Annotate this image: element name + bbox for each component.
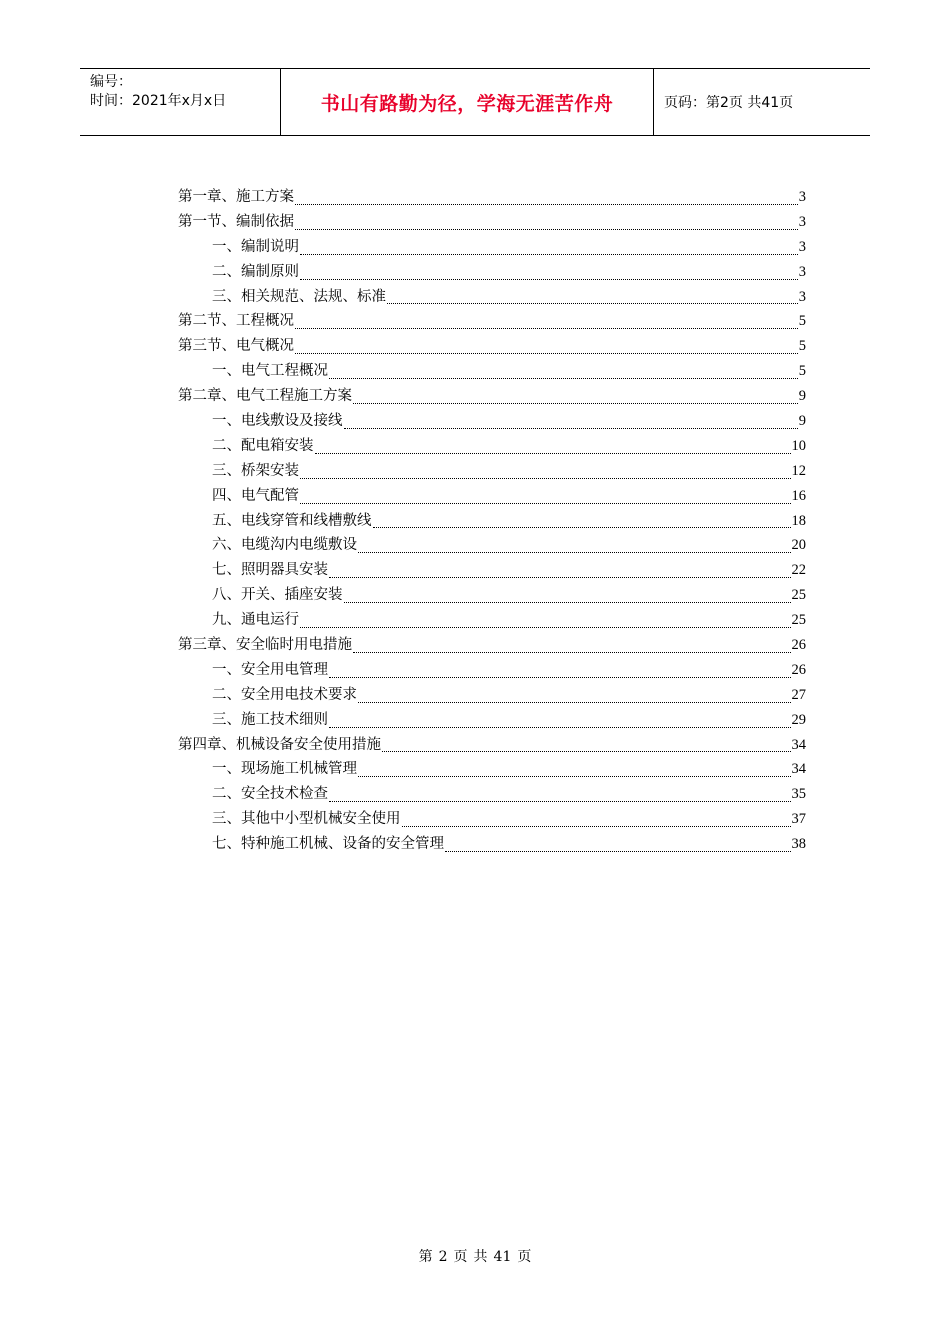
toc-entry-title: 一、安全用电管理	[212, 661, 328, 678]
toc-entry[interactable]	[178, 235, 806, 260]
toc-entry[interactable]	[178, 658, 806, 683]
document-number-label: 编号：	[90, 74, 132, 90]
toc-entry-page: 26	[791, 637, 806, 654]
toc-entry-title: 第一节、编制依据	[178, 213, 294, 230]
document-date-label: 时间：2021年x月x日	[90, 93, 227, 109]
toc-entry-page: 3	[798, 189, 806, 205]
toc-entry[interactable]	[178, 260, 806, 285]
toc-entry-title: 二、安全用电技术要求	[212, 686, 357, 703]
toc-entry[interactable]	[178, 384, 806, 409]
toc-dot-leader	[329, 576, 791, 578]
toc-entry[interactable]	[178, 484, 806, 509]
toc-entry[interactable]	[178, 210, 806, 235]
toc-entry-page: 3	[798, 288, 806, 305]
toc-entry-title: 一、现场施工机械管理	[212, 761, 357, 778]
header-page-label: 页码：第2页 共41页	[664, 95, 794, 111]
toc-entry-title: 三、相关规范、法规、标准	[212, 288, 386, 305]
toc-entry[interactable]	[178, 782, 806, 807]
toc-entry[interactable]	[178, 733, 806, 758]
toc-entry[interactable]	[178, 583, 806, 608]
toc-dot-leader	[329, 377, 798, 379]
toc-dot-leader	[300, 253, 798, 255]
toc-entry[interactable]	[178, 309, 806, 334]
toc-entry-page: 10	[791, 437, 806, 454]
toc-entry-page: 18	[791, 512, 806, 529]
toc-entry-page: 25	[791, 612, 806, 629]
header-meta-cell	[80, 69, 281, 135]
toc-entry-page: 3	[798, 213, 806, 230]
toc-entry-page: 25	[791, 587, 806, 604]
toc-entry[interactable]	[178, 608, 806, 633]
toc-entry-title: 第二节、工程概况	[178, 313, 294, 330]
toc-entry[interactable]	[178, 334, 806, 359]
toc-entry-title: 三、其他中小型机械安全使用	[212, 811, 401, 828]
toc-entry-page: 26	[791, 661, 806, 678]
toc-entry-title: 一、电线敷设及接线	[212, 413, 343, 430]
toc-entry-title: 三、施工技术细则	[212, 711, 328, 728]
toc-dot-leader	[358, 701, 791, 703]
toc-dot-leader	[300, 278, 798, 280]
toc-dot-leader	[344, 427, 798, 429]
toc-entry-page: 38	[791, 836, 806, 853]
toc-dot-leader	[315, 452, 791, 454]
toc-dot-leader	[358, 551, 791, 553]
toc-entry[interactable]	[178, 409, 806, 434]
toc-dot-leader	[445, 850, 791, 852]
toc-entry-page: 5	[798, 338, 806, 355]
toc-entry[interactable]	[178, 509, 806, 534]
toc-entry-page: 27	[791, 686, 806, 703]
toc-entry-page: 37	[791, 811, 806, 828]
footer-current-page: 2	[438, 1249, 448, 1265]
toc-entry[interactable]	[178, 558, 806, 583]
toc-dot-leader	[295, 228, 798, 230]
toc-entry-title: 第一章、施工方案	[178, 189, 294, 205]
page-footer	[0, 1246, 950, 1266]
toc-entry-title: 八、开关、插座安装	[212, 587, 343, 604]
toc-entry-page: 35	[791, 786, 806, 803]
toc-entry-page: 22	[791, 562, 806, 579]
toc-entry[interactable]	[178, 434, 806, 459]
toc-entry-title: 五、电线穿管和线槽敷线	[212, 512, 372, 529]
toc-dot-leader	[295, 327, 798, 329]
toc-dot-leader	[295, 352, 798, 354]
toc-entry-page: 3	[798, 263, 806, 280]
toc-entry-page: 34	[791, 761, 806, 778]
toc-entry-title: 九、通电运行	[212, 612, 299, 629]
header-motto: 书山有路勤为径，学海无涯苦作舟	[320, 92, 614, 115]
toc-entry-page: 5	[798, 363, 806, 380]
toc-entry[interactable]	[178, 285, 806, 310]
toc-dot-leader	[329, 800, 791, 802]
toc-entry-title: 二、安全技术检查	[212, 786, 328, 803]
footer-part: 共	[473, 1249, 488, 1265]
toc-dot-leader	[300, 477, 791, 479]
toc-dot-leader	[353, 651, 791, 653]
toc-dot-leader	[300, 626, 791, 628]
toc-entry-page: 16	[791, 487, 806, 504]
toc-dot-leader	[382, 750, 791, 752]
toc-dot-leader	[387, 302, 798, 304]
toc-entry-page: 9	[798, 388, 806, 405]
table-of-contents	[178, 185, 806, 857]
toc-dot-leader	[300, 502, 791, 504]
page-header	[80, 68, 870, 136]
toc-entry-title: 第四章、机械设备安全使用措施	[178, 736, 381, 753]
toc-dot-leader	[329, 676, 791, 678]
footer-part: 第	[418, 1249, 433, 1265]
toc-dot-leader	[402, 825, 791, 827]
toc-entry-title: 二、编制原则	[212, 263, 299, 280]
toc-entry-title: 七、特种施工机械、设备的安全管理	[212, 836, 444, 853]
toc-entry[interactable]	[178, 185, 806, 210]
toc-entry-page: 34	[791, 736, 806, 753]
toc-entry[interactable]	[178, 633, 806, 658]
toc-entry-page: 3	[798, 238, 806, 255]
toc-entry-page: 20	[791, 537, 806, 554]
toc-entry[interactable]	[178, 533, 806, 558]
toc-entry-title: 一、编制说明	[212, 238, 299, 255]
toc-entry-title: 第三章、安全临时用电措施	[178, 637, 352, 654]
toc-dot-leader	[353, 402, 798, 404]
footer-part: 页	[517, 1249, 532, 1265]
toc-entry[interactable]	[178, 807, 806, 832]
toc-entry-title: 二、配电箱安装	[212, 437, 314, 454]
toc-entry[interactable]	[178, 832, 806, 857]
toc-entry-page: 5	[798, 313, 806, 330]
toc-entry-title: 六、电缆沟内电缆敷设	[212, 537, 357, 554]
toc-entry-page: 12	[791, 462, 806, 479]
toc-dot-leader	[295, 203, 798, 205]
toc-entry-title: 一、电气工程概况	[212, 363, 328, 380]
footer-part: 页	[453, 1249, 468, 1265]
toc-dot-leader	[373, 526, 791, 528]
footer-total-pages: 41	[493, 1249, 512, 1265]
toc-entry-page: 9	[798, 413, 806, 430]
toc-entry[interactable]	[178, 459, 806, 484]
toc-entry-title: 三、桥架安装	[212, 462, 299, 479]
toc-dot-leader	[358, 775, 791, 777]
toc-dot-leader	[329, 726, 791, 728]
toc-entry-page: 29	[791, 711, 806, 728]
toc-entry-title: 七、照明器具安装	[212, 562, 328, 579]
toc-entry-title: 第二章、电气工程施工方案	[178, 388, 352, 405]
toc-entry-title: 四、电气配管	[212, 487, 299, 504]
toc-entry[interactable]	[178, 359, 806, 384]
header-motto-cell	[281, 69, 654, 135]
toc-entry[interactable]	[178, 708, 806, 733]
toc-entry-title: 第三节、电气概况	[178, 338, 294, 355]
header-page-cell	[654, 69, 870, 135]
toc-entry[interactable]	[178, 683, 806, 708]
toc-dot-leader	[344, 601, 791, 603]
toc-entry[interactable]	[178, 757, 806, 782]
